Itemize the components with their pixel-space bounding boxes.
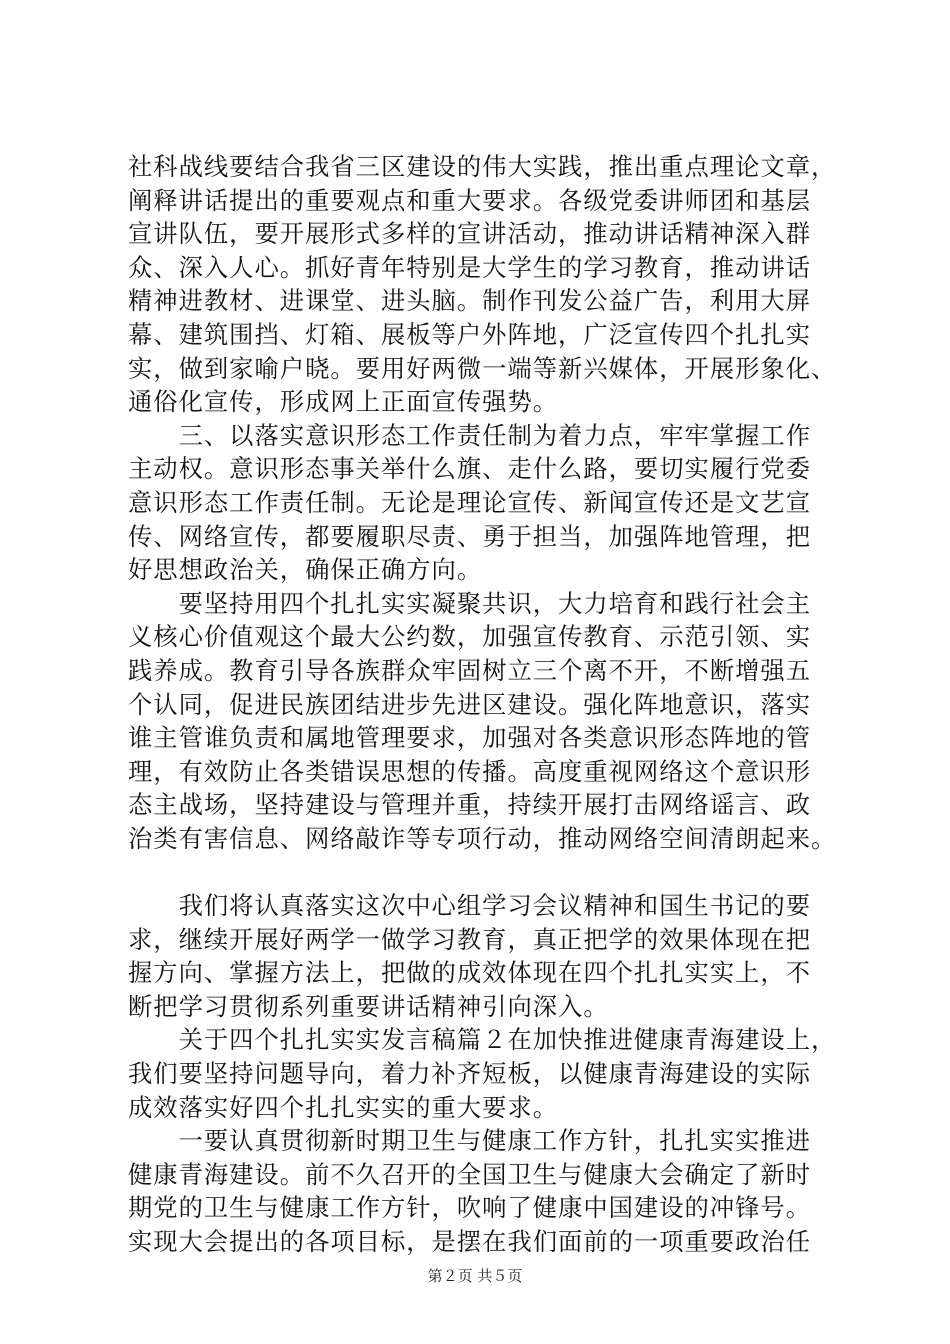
text-line: 实，做到家喻户晓。要用好两微一端等新兴媒体，开展形象化、 <box>128 353 837 383</box>
text-line: 成效落实好四个扎扎实实的重大要求。 <box>128 1092 559 1122</box>
text-line: 社科战线要结合我省三区建设的伟大实践，推出重点理论文章， <box>128 152 837 181</box>
text-line: 实现大会提出的各项目标，是摆在我们面前的一项重要政治任 <box>128 1227 812 1256</box>
text-line: 关于四个扎扎实实发言稿篇２在加快推进健康青海建设上， <box>128 1025 837 1055</box>
text-line: 意识形态工作责任制。无论是理论宣传、新闻宣传还是文艺宣 <box>128 487 812 517</box>
text-line: 握方向、掌握方法上，把做的成效体现在四个扎扎实实上，不 <box>128 958 812 988</box>
document-body <box>128 150 838 1259</box>
text-line: 健康青海建设。前不久召开的全国卫生与健康大会确定了新时 <box>128 1159 812 1189</box>
page-footer: 第２页 共５页 <box>427 1267 523 1285</box>
text-line: 阐释讲话提出的重要观点和重大要求。各级党委讲师团和基层 <box>128 185 812 215</box>
text-line: 宣讲队伍，要开展形式多样的宣讲活动，推动讲话精神深入群 <box>128 219 812 249</box>
text-line: 求，继续开展好两学一做学习教育，真正把学的效果体现在把 <box>128 924 812 954</box>
text-line: 要坚持用四个扎扎实实凝聚共识，大力培育和践行社会主 <box>128 588 812 618</box>
text-line: 态主战场，坚持建设与管理并重，持续开展打击网络谣言、政 <box>128 790 812 820</box>
text-line: 义核心价值观这个最大公约数，加强宣传教育、示范引领、实 <box>128 622 812 652</box>
text-line: 三、以落实意识形态工作责任制为着力点，牢牢掌握工作 <box>128 420 812 450</box>
text-line: 好思想政治关，确保正确方向。 <box>128 555 483 585</box>
text-line: 我们将认真落实这次中心组学习会议精神和国生书记的要 <box>128 891 812 921</box>
text-line: 个认同，促进民族团结进步先进区建设。强化阵地意识，落实 <box>128 689 812 719</box>
text-line: 践养成。教育引导各族群众牢固树立三个离不开，不断增强五 <box>128 655 812 685</box>
text-line: 精神进教材、进课堂、进头脑。制作刊发公益广告，利用大屏 <box>128 286 812 316</box>
paragraph-gap <box>128 855 838 889</box>
text-line: 理，有效防止各类错误思想的传播。高度重视网络这个意识形 <box>128 756 812 786</box>
text-line: 主动权。意识形态事关举什么旗、走什么路，要切实履行党委 <box>128 454 812 484</box>
text-line: 谁主管谁负责和属地管理要求，加强对各类意识形态阵地的管 <box>128 723 812 753</box>
text-line: 断把学习贯彻系列重要讲话精神引向深入。 <box>128 991 609 1021</box>
text-line: 通俗化宣传，形成网上正面宣传强势。 <box>128 387 559 417</box>
text-line: 传、网络宣传，都要履职尽责、勇于担当，加强阵地管理，把 <box>128 521 812 551</box>
text-line: 众、深入人心。抓好青年特别是大学生的学习教育，推动讲话 <box>128 252 812 282</box>
text-line: 我们要坚持问题导向，着力补齐短板，以健康青海建设的实际 <box>128 1059 812 1089</box>
text-line: 期党的卫生与健康工作方针，吹响了健康中国建设的冲锋号。 <box>128 1193 812 1223</box>
text-line: 治类有害信息、网络敲诈等专项行动，推动网络空间清朗起来。 <box>128 823 837 853</box>
text-line: 一要认真贯彻新时期卫生与健康工作方针，扎扎实实推进 <box>128 1126 812 1156</box>
text-line: 幕、建筑围挡、灯箱、展板等户外阵地，广泛宣传四个扎扎实 <box>128 319 812 349</box>
